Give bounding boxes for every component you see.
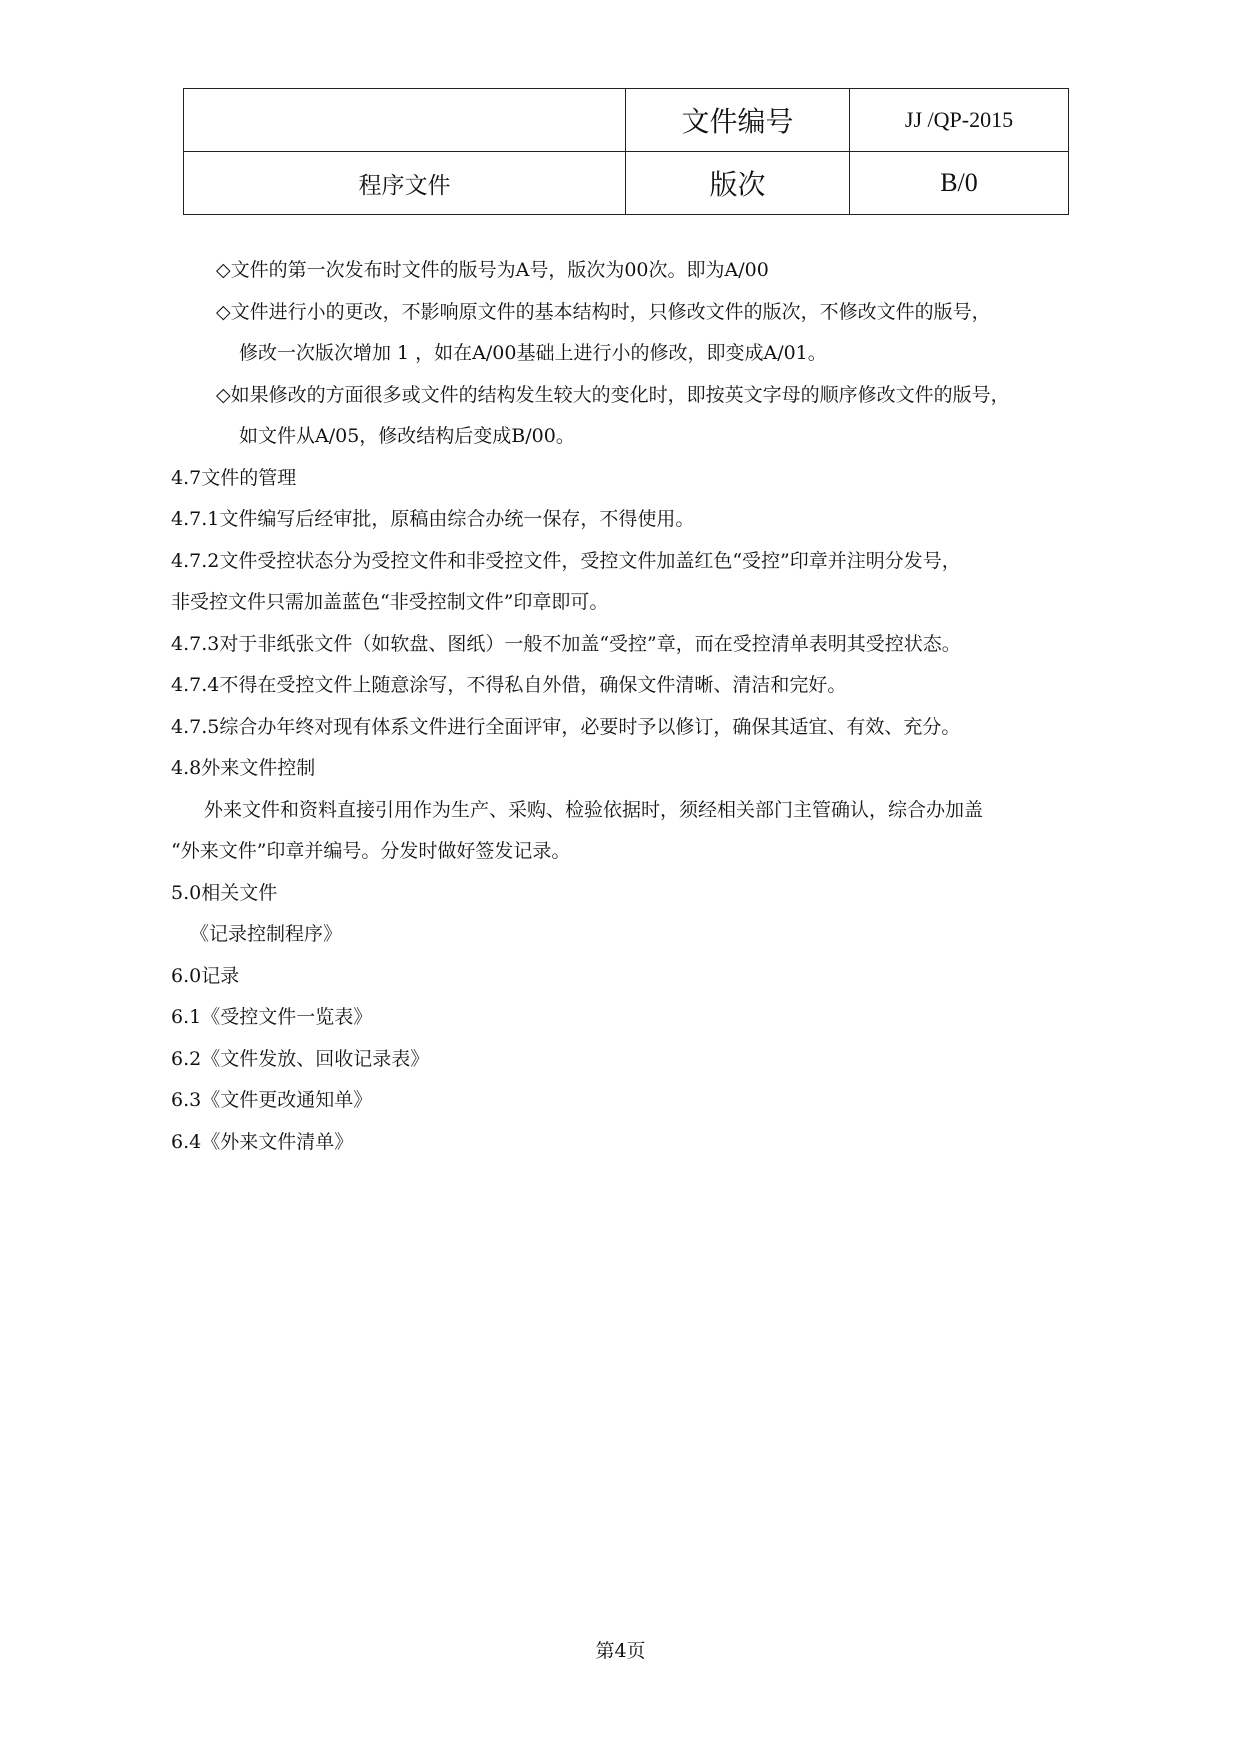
doc-type-title: 程序文件 — [184, 152, 626, 215]
doc-number-value: JJ /QP-2015 — [850, 89, 1069, 152]
header-title-cell-empty — [184, 89, 626, 152]
section-heading-4-8: 4.8外来文件控制 — [171, 757, 316, 779]
section-heading-4-7: 4.7文件的管理 — [171, 466, 297, 489]
bullet-line-major-change-cont: 如文件从A/05，修改结构后变成B/00。 — [239, 425, 575, 447]
clause-4-7-4: 4.7.4不得在受控文件上随意涂写，不得私自外借，确保文件清晰、清洁和完好。 — [171, 674, 847, 696]
clause-4-7-2: 4.7.2文件受控状态分为受控文件和非受控文件，受控文件加盖红色“受控”印章并注明分发号， — [171, 549, 961, 572]
version-label: 版次 — [626, 152, 850, 215]
document-body — [171, 250, 1111, 1163]
paragraph-external-docs-cont: “外来文件”印章并编号。分发时做好签发记录。 — [171, 840, 571, 862]
document-header-table — [183, 88, 1069, 215]
bullet-line-first-release: ◇文件的第一次发布时文件的版号为A号，版次为00次。即为A/00 — [216, 259, 769, 281]
clause-4-7-3: 4.7.3对于非纸张文件（如软盘、图纸）一般不加盖“受控”章，而在受控清单表明其受控状态。 — [171, 632, 961, 655]
record-item-6-2: 6.2《文件发放、回收记录表》 — [171, 1047, 430, 1070]
header-row-version — [184, 152, 1069, 215]
related-doc-record-control: 《记录控制程序》 — [190, 923, 343, 945]
header-row-number — [184, 89, 1069, 152]
section-heading-6-0: 6.0记录 — [171, 964, 240, 987]
record-item-6-1: 6.1《受控文件一览表》 — [171, 1006, 373, 1028]
bullet-line-minor-change: ◇文件进行小的更改，不影响原文件的基本结构时，只修改文件的版次，不修改文件的版号， — [216, 300, 991, 323]
paragraph-external-docs: 外来文件和资料直接引用作为生产、采购、检验依据时，须经相关部门主管确认，综合办加盖 — [204, 798, 984, 821]
clause-4-7-1: 4.7.1文件编写后经审批，原稿由综合办统一保存，不得使用。 — [171, 508, 695, 530]
record-item-6-4: 6.4《外来文件清单》 — [171, 1130, 354, 1153]
clause-4-7-2-cont: 非受控文件只需加盖蓝色“非受控制文件”印章即可。 — [171, 591, 609, 613]
record-item-6-3: 6.3《文件更改通知单》 — [171, 1089, 373, 1111]
doc-number-label: 文件编号 — [626, 89, 850, 152]
section-heading-5-0: 5.0相关文件 — [171, 881, 278, 904]
version-value: B/0 — [850, 152, 1069, 215]
page-number: 第4页 — [595, 1640, 646, 1662]
bullet-line-minor-change-cont: 修改一次版次增加 1 ，如在A/00基础上进行小的修改，即变成A/01。 — [239, 342, 827, 364]
clause-4-7-5: 4.7.5综合办年终对现有体系文件进行全面评审，必要时予以修订，确保其适宜、有效、充分。 — [171, 715, 961, 738]
bullet-line-major-change: ◇如果修改的方面很多或文件的结构发生较大的变化时，即按英文字母的顺序修改文件的版号， — [216, 383, 1010, 406]
